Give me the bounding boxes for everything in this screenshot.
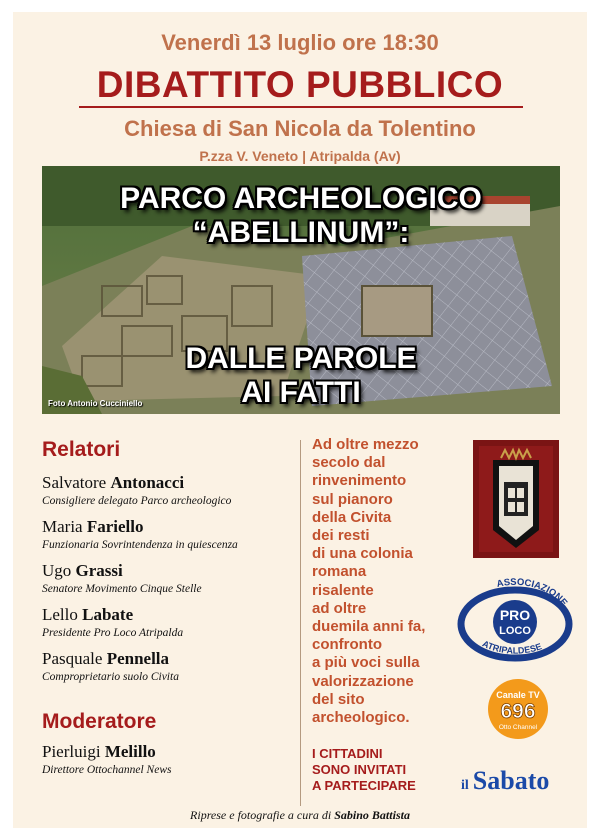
speaker-name — [42, 605, 312, 625]
description-line: sul pianoro — [312, 490, 393, 508]
description-line: Ad oltre mezzo — [312, 436, 419, 453]
speaker-role: Presidente Pro Loco Atripalda — [42, 627, 184, 639]
moderator-name — [42, 742, 312, 762]
photo-title-line: “ABELLINUM”: — [192, 216, 410, 249]
page-title: DIBATTITO PUBBLICO — [96, 64, 504, 105]
speaker-first-name: Maria — [42, 517, 83, 536]
description-line: secolo dal — [312, 454, 386, 472]
proloco-logo — [453, 570, 577, 667]
credits-name: Sabino Battista — [334, 808, 410, 822]
event-date: Venerdì 13 luglio ore 18:30 — [161, 30, 439, 55]
speaker-last-name: Labate — [82, 605, 134, 624]
photo-title-line: PARCO ARCHEOLOGICO — [120, 182, 482, 215]
speaker-first-name: Pasquale — [42, 649, 103, 668]
speaker-role: Funzionaria Sovrintendenza in quiescenza — [42, 539, 238, 551]
speaker-name — [42, 649, 312, 669]
canale-tv-icon — [487, 678, 549, 740]
title-underline — [79, 106, 523, 108]
speaker-first-name: Ugo — [42, 561, 72, 580]
description-line: di una colonia — [312, 545, 413, 563]
cta-line: SONO INVITATI — [312, 762, 407, 777]
canale-sub: Otto Channel — [498, 724, 538, 731]
sabato-il: il — [461, 778, 469, 793]
description-line: della Civita — [312, 508, 392, 526]
crest-icon — [473, 440, 559, 558]
speaker-name — [42, 473, 312, 493]
proloco-ring-bottom-path: ATRIPALDESE — [480, 638, 544, 656]
poster — [13, 12, 587, 828]
description-line: dei resti — [312, 527, 370, 545]
description-line: a più voci sulla — [312, 654, 420, 672]
photo-title-top — [42, 182, 560, 250]
canale-number: 696 — [500, 700, 536, 723]
relatori-heading: Relatori — [42, 438, 121, 461]
venue-address: P.zza V. Veneto | Atripalda (Av) — [199, 148, 401, 164]
venue-name: Chiesa di San Nicola da Tolentino — [124, 116, 476, 141]
speaker-name — [42, 561, 312, 581]
description-line: duemila anni fa, — [312, 618, 426, 636]
speaker-name — [42, 517, 312, 537]
description-line: romana — [312, 563, 367, 581]
description-line: del sito — [312, 690, 365, 708]
description-line: rinvenimento — [312, 472, 407, 490]
moderatore-heading: Moderatore — [42, 710, 157, 733]
description-line: ad oltre — [312, 599, 367, 617]
canale-label: Canale TV — [496, 690, 540, 700]
footer-credits — [13, 808, 587, 823]
moderator-role: Direttore Ottochannel News — [42, 764, 172, 776]
speaker-last-name: Fariello — [86, 517, 144, 536]
description-line: risalente — [312, 581, 374, 599]
speaker-role: Comproprietario suolo Civita — [42, 671, 179, 683]
photo-credit: Foto Antonio Cucciniello — [48, 399, 143, 408]
speaker-role: Consigliere delegato Parco archeologico — [42, 495, 232, 507]
municipal-crest — [473, 440, 559, 563]
speaker-first-name: Salvatore — [42, 473, 107, 492]
speaker-last-name: Antonacci — [110, 473, 185, 492]
photo-title-line: AI FATTI — [241, 376, 361, 409]
cta-line: I CITTADINI — [312, 746, 383, 761]
speaker-first-name: Lello — [42, 605, 78, 624]
moderator-first-name: Pierluigi — [42, 742, 101, 761]
speaker-item — [42, 561, 312, 595]
speaker-item — [42, 605, 312, 639]
description-line: valorizzazione — [312, 672, 414, 690]
proloco-eye-icon — [453, 570, 577, 662]
speaker-role: Senatore Movimento Cinque Stelle — [42, 583, 202, 595]
proloco-loco-text: LOCO — [499, 625, 531, 637]
credits-prefix: Riprese e fotografie a cura di — [190, 808, 332, 822]
photo-title-line: DALLE PAROLE — [185, 342, 417, 375]
cta-line: A PARTECIPARE — [312, 778, 416, 793]
speaker-last-name: Grassi — [75, 561, 123, 580]
sabato-name: Sabato — [472, 766, 550, 795]
moderator-last-name: Melillo — [104, 742, 156, 761]
speaker-last-name: Pennella — [106, 649, 170, 668]
speaker-item — [42, 473, 312, 507]
canale-tv-logo — [487, 678, 549, 745]
proloco-ring-top-path: ASSOCIAZIONE — [495, 576, 570, 609]
description-line: archeologico. — [312, 709, 410, 727]
call-to-action — [312, 746, 462, 794]
moderator-item — [42, 742, 312, 776]
column-divider — [300, 440, 301, 806]
speaker-item — [42, 649, 312, 683]
il-sabato-logo — [461, 766, 549, 796]
description-line: confronto — [312, 636, 382, 654]
speaker-item — [42, 517, 312, 551]
proloco-pro-text: PRO — [499, 607, 531, 623]
aerial-photo — [42, 166, 560, 414]
event-description — [312, 436, 462, 727]
